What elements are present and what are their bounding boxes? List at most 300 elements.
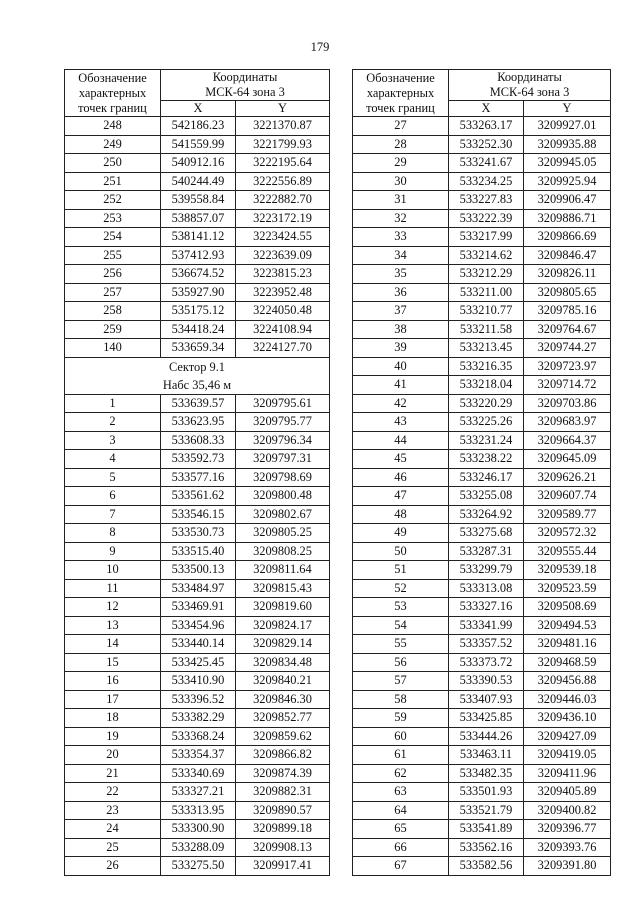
point-id-cell: 25 [65, 838, 161, 857]
table-row [65, 320, 330, 339]
y-coordinate-cell: 3209802.67 [236, 505, 330, 524]
point-id-cell: 40 [353, 357, 449, 376]
point-id-cell: 63 [353, 783, 449, 802]
y-coordinate-cell: 3209393.76 [524, 838, 611, 857]
y-coordinate-cell: 3209908.13 [236, 838, 330, 857]
y-coordinate-cell: 3209664.37 [524, 431, 611, 450]
x-coordinate-cell: 533241.67 [449, 154, 524, 173]
table-row [353, 764, 611, 783]
table-row [65, 394, 330, 413]
y-coordinate-cell: 3209703.86 [524, 394, 611, 413]
table-row [65, 616, 330, 635]
y-coordinate-cell: 3209436.10 [524, 709, 611, 728]
x-coordinate-cell: 533373.72 [449, 653, 524, 672]
point-id-cell: 44 [353, 431, 449, 450]
y-coordinate-cell: 3224050.48 [236, 302, 330, 321]
table-row [353, 857, 611, 876]
y-coordinate-cell: 3209795.61 [236, 394, 330, 413]
x-coordinate-cell: 540912.16 [161, 154, 236, 173]
table-row [353, 394, 611, 413]
y-coordinate-cell: 3209797.31 [236, 450, 330, 469]
table-row [353, 783, 611, 802]
x-coordinate-cell: 533482.35 [449, 764, 524, 783]
x-coordinate-cell: 533211.58 [449, 320, 524, 339]
table-row [65, 505, 330, 524]
table-row [65, 542, 330, 561]
table-row [65, 783, 330, 802]
y-column-header: Y [236, 101, 330, 117]
point-id-cell: 29 [353, 154, 449, 173]
table-row [353, 801, 611, 820]
x-coordinate-cell: 533501.93 [449, 783, 524, 802]
y-coordinate-cell: 3224108.94 [236, 320, 330, 339]
table-row [65, 135, 330, 154]
point-id-cell: 248 [65, 117, 161, 136]
table-row [65, 672, 330, 691]
x-coordinate-cell: 533444.26 [449, 727, 524, 746]
x-coordinate-cell: 535175.12 [161, 302, 236, 321]
x-coordinate-cell: 542186.23 [161, 117, 236, 136]
table-row [65, 246, 330, 265]
point-id-cell: 8 [65, 524, 161, 543]
x-coordinate-cell: 538141.12 [161, 228, 236, 247]
x-coordinate-cell: 533639.57 [161, 394, 236, 413]
table-row [65, 820, 330, 839]
table-row [65, 191, 330, 210]
y-coordinate-cell: 3209805.25 [236, 524, 330, 543]
y-coordinate-cell: 3222882.70 [236, 191, 330, 210]
table-row [65, 209, 330, 228]
x-column-header: X [449, 101, 524, 117]
y-coordinate-cell: 3209411.96 [524, 764, 611, 783]
y-coordinate-cell: 3209945.05 [524, 154, 611, 173]
x-coordinate-cell: 533299.79 [449, 561, 524, 580]
x-coordinate-cell: 533340.69 [161, 764, 236, 783]
table-row [65, 172, 330, 191]
x-coordinate-cell: 533313.95 [161, 801, 236, 820]
table-row [353, 468, 611, 487]
point-id-cell: 6 [65, 487, 161, 506]
y-coordinate-cell: 3209798.69 [236, 468, 330, 487]
y-coordinate-cell: 3209906.47 [524, 191, 611, 210]
x-coordinate-cell: 533623.95 [161, 413, 236, 432]
point-id-cell: 33 [353, 228, 449, 247]
x-coordinate-cell: 541559.99 [161, 135, 236, 154]
point-id-cell: 21 [65, 764, 161, 783]
x-coordinate-cell: 533218.04 [449, 376, 524, 395]
x-coordinate-cell: 533246.17 [449, 468, 524, 487]
x-coordinate-cell: 535927.90 [161, 283, 236, 302]
x-coordinate-cell: 539558.84 [161, 191, 236, 210]
y-coordinate-cell: 3209555.44 [524, 542, 611, 561]
table-row [353, 672, 611, 691]
y-coordinate-cell: 3209419.05 [524, 746, 611, 765]
point-id-cell: 37 [353, 302, 449, 321]
x-coordinate-cell: 533382.29 [161, 709, 236, 728]
table-row [353, 653, 611, 672]
point-id-cell: 46 [353, 468, 449, 487]
coordinates-table-right [352, 69, 611, 876]
x-coordinate-cell: 533521.79 [449, 801, 524, 820]
table-row [353, 413, 611, 432]
y-coordinate-cell: 3209468.59 [524, 653, 611, 672]
y-coordinate-cell: 3209846.47 [524, 246, 611, 265]
table-row [353, 709, 611, 728]
point-id-cell: 35 [353, 265, 449, 284]
y-coordinate-cell: 3209859.62 [236, 727, 330, 746]
table-row [65, 561, 330, 580]
point-id-cell: 50 [353, 542, 449, 561]
point-id-cell: 257 [65, 283, 161, 302]
x-coordinate-cell: 533582.56 [449, 857, 524, 876]
x-coordinate-cell: 533213.45 [449, 339, 524, 358]
sector-row [65, 357, 330, 394]
y-coordinate-cell: 3209523.59 [524, 579, 611, 598]
x-coordinate-cell: 533238.22 [449, 450, 524, 469]
x-coordinate-cell: 533396.52 [161, 690, 236, 709]
x-coordinate-cell: 540244.49 [161, 172, 236, 191]
point-id-cell: 53 [353, 598, 449, 617]
point-id-cell: 39 [353, 339, 449, 358]
point-id-cell: 5 [65, 468, 161, 487]
x-coordinate-cell: 533562.16 [449, 838, 524, 857]
point-id-cell: 65 [353, 820, 449, 839]
point-id-cell: 252 [65, 191, 161, 210]
table-row [65, 228, 330, 247]
y-coordinate-cell: 3209481.16 [524, 635, 611, 654]
point-id-cell: 9 [65, 542, 161, 561]
point-id-cell: 253 [65, 209, 161, 228]
x-coordinate-cell: 533327.21 [161, 783, 236, 802]
point-column-header: Обозначение характерных точек границ [353, 70, 449, 117]
table-row [353, 450, 611, 469]
point-id-cell: 22 [65, 783, 161, 802]
x-coordinate-cell: 533463.11 [449, 746, 524, 765]
point-id-cell: 31 [353, 191, 449, 210]
table-row [353, 524, 611, 543]
x-coordinate-cell: 533216.35 [449, 357, 524, 376]
point-id-cell: 54 [353, 616, 449, 635]
x-coordinate-cell: 533275.68 [449, 524, 524, 543]
y-coordinate-cell: 3209626.21 [524, 468, 611, 487]
point-id-cell: 59 [353, 709, 449, 728]
x-coordinate-cell: 533440.14 [161, 635, 236, 654]
table-row [353, 746, 611, 765]
point-id-cell: 3 [65, 431, 161, 450]
point-id-cell: 30 [353, 172, 449, 191]
y-coordinate-cell: 3209840.21 [236, 672, 330, 691]
table-row [65, 265, 330, 284]
y-coordinate-cell: 3209391.80 [524, 857, 611, 876]
point-id-cell: 12 [65, 598, 161, 617]
table-row [353, 690, 611, 709]
x-coordinate-cell: 537412.93 [161, 246, 236, 265]
y-coordinate-cell: 3222195.64 [236, 154, 330, 173]
point-id-cell: 1 [65, 394, 161, 413]
table-row [353, 431, 611, 450]
point-id-cell: 47 [353, 487, 449, 506]
point-id-cell: 20 [65, 746, 161, 765]
point-id-cell: 16 [65, 672, 161, 691]
table-row [65, 579, 330, 598]
y-coordinate-cell: 3209446.03 [524, 690, 611, 709]
table-header-row [353, 70, 611, 101]
table-row [353, 727, 611, 746]
point-id-cell: 10 [65, 561, 161, 580]
x-coordinate-cell: 533410.90 [161, 672, 236, 691]
point-id-cell: 34 [353, 246, 449, 265]
table-row [353, 135, 611, 154]
point-id-cell: 18 [65, 709, 161, 728]
x-coordinate-cell: 533264.92 [449, 505, 524, 524]
point-id-cell: 11 [65, 579, 161, 598]
coordinates-column-header: Координаты МСК-64 зона 3 [161, 70, 330, 101]
y-coordinate-cell: 3223639.09 [236, 246, 330, 265]
y-coordinate-cell: 3209815.43 [236, 579, 330, 598]
y-coordinate-cell: 3209846.30 [236, 690, 330, 709]
sector-heading [65, 357, 330, 394]
y-coordinate-cell: 3221370.87 [236, 117, 330, 136]
point-id-cell: 19 [65, 727, 161, 746]
x-coordinate-cell: 533608.33 [161, 431, 236, 450]
y-coordinate-cell: 3209882.31 [236, 783, 330, 802]
table-row [65, 302, 330, 321]
y-column-header: Y [524, 101, 611, 117]
x-coordinate-cell: 533561.62 [161, 487, 236, 506]
point-id-cell: 15 [65, 653, 161, 672]
x-coordinate-cell: 533390.53 [449, 672, 524, 691]
table-row [353, 505, 611, 524]
y-coordinate-cell: 3209917.41 [236, 857, 330, 876]
table-row [353, 542, 611, 561]
point-id-cell: 2 [65, 413, 161, 432]
x-coordinate-cell: 533211.00 [449, 283, 524, 302]
table-row [353, 246, 611, 265]
y-coordinate-cell: 3209886.71 [524, 209, 611, 228]
coordinates-table-left [64, 69, 330, 876]
y-coordinate-cell: 3209829.14 [236, 635, 330, 654]
point-id-cell: 249 [65, 135, 161, 154]
point-id-cell: 32 [353, 209, 449, 228]
y-coordinate-cell: 3209824.17 [236, 616, 330, 635]
x-coordinate-cell: 533263.17 [449, 117, 524, 136]
y-coordinate-cell: 3209852.77 [236, 709, 330, 728]
table-row [353, 283, 611, 302]
point-id-cell: 254 [65, 228, 161, 247]
table-row [353, 265, 611, 284]
table-row [65, 746, 330, 765]
y-coordinate-cell: 3209589.77 [524, 505, 611, 524]
point-id-cell: 56 [353, 653, 449, 672]
y-coordinate-cell: 3209890.57 [236, 801, 330, 820]
x-coordinate-cell: 533546.15 [161, 505, 236, 524]
x-coordinate-cell: 533425.85 [449, 709, 524, 728]
table-row [65, 690, 330, 709]
y-coordinate-cell: 3223815.23 [236, 265, 330, 284]
x-coordinate-cell: 533530.73 [161, 524, 236, 543]
point-id-cell: 255 [65, 246, 161, 265]
table-row [65, 764, 330, 783]
y-coordinate-cell: 3209396.77 [524, 820, 611, 839]
table-row [353, 154, 611, 173]
x-coordinate-cell: 533225.26 [449, 413, 524, 432]
point-id-cell: 17 [65, 690, 161, 709]
table-row [353, 820, 611, 839]
table-row [65, 524, 330, 543]
x-coordinate-cell: 533327.16 [449, 598, 524, 617]
table-row [65, 801, 330, 820]
table-row [65, 709, 330, 728]
x-coordinate-cell: 534418.24 [161, 320, 236, 339]
table-row [353, 339, 611, 358]
point-id-cell: 58 [353, 690, 449, 709]
x-coordinate-cell: 533454.96 [161, 616, 236, 635]
table-row [65, 431, 330, 450]
y-coordinate-cell: 3209874.39 [236, 764, 330, 783]
point-id-cell: 140 [65, 339, 161, 358]
x-column-header: X [161, 101, 236, 117]
table-row [353, 228, 611, 247]
table-row [353, 191, 611, 210]
y-coordinate-cell: 3209607.74 [524, 487, 611, 506]
x-coordinate-cell: 533222.39 [449, 209, 524, 228]
table-row [65, 154, 330, 173]
x-coordinate-cell: 533231.24 [449, 431, 524, 450]
point-id-cell: 62 [353, 764, 449, 783]
sector-subtitle: Набс 35,46 м [162, 377, 232, 392]
point-id-cell: 60 [353, 727, 449, 746]
y-coordinate-cell: 3209925.94 [524, 172, 611, 191]
point-id-cell: 259 [65, 320, 161, 339]
x-coordinate-cell: 533357.52 [449, 635, 524, 654]
point-id-cell: 42 [353, 394, 449, 413]
table-row [353, 376, 611, 395]
table-row [353, 487, 611, 506]
x-coordinate-cell: 533217.99 [449, 228, 524, 247]
table-row [353, 302, 611, 321]
point-id-cell: 52 [353, 579, 449, 598]
x-coordinate-cell: 533541.89 [449, 820, 524, 839]
x-coordinate-cell: 538857.07 [161, 209, 236, 228]
table-row [353, 561, 611, 580]
x-coordinate-cell: 533407.93 [449, 690, 524, 709]
table-row [353, 598, 611, 617]
coordinates-column-header: Координаты МСК-64 зона 3 [449, 70, 611, 101]
x-coordinate-cell: 533313.08 [449, 579, 524, 598]
x-coordinate-cell: 533484.97 [161, 579, 236, 598]
point-id-cell: 250 [65, 154, 161, 173]
table-row [353, 172, 611, 191]
y-coordinate-cell: 3209800.48 [236, 487, 330, 506]
x-coordinate-cell: 533220.29 [449, 394, 524, 413]
point-id-cell: 36 [353, 283, 449, 302]
point-id-cell: 4 [65, 450, 161, 469]
x-coordinate-cell: 533227.83 [449, 191, 524, 210]
point-id-cell: 55 [353, 635, 449, 654]
point-id-cell: 61 [353, 746, 449, 765]
x-coordinate-cell: 533469.91 [161, 598, 236, 617]
table-row [65, 450, 330, 469]
y-coordinate-cell: 3209427.09 [524, 727, 611, 746]
y-coordinate-cell: 3209866.69 [524, 228, 611, 247]
table-row [353, 579, 611, 598]
y-coordinate-cell: 3209683.97 [524, 413, 611, 432]
point-id-cell: 256 [65, 265, 161, 284]
table-row [353, 616, 611, 635]
x-coordinate-cell: 533214.62 [449, 246, 524, 265]
y-coordinate-cell: 3224127.70 [236, 339, 330, 358]
x-coordinate-cell: 533577.16 [161, 468, 236, 487]
x-coordinate-cell: 533300.90 [161, 820, 236, 839]
table-row [353, 209, 611, 228]
point-id-cell: 13 [65, 616, 161, 635]
point-id-cell: 43 [353, 413, 449, 432]
y-coordinate-cell: 3209400.82 [524, 801, 611, 820]
y-coordinate-cell: 3209539.18 [524, 561, 611, 580]
point-id-cell: 67 [353, 857, 449, 876]
x-coordinate-cell: 533500.13 [161, 561, 236, 580]
y-coordinate-cell: 3209819.60 [236, 598, 330, 617]
y-coordinate-cell: 3209899.18 [236, 820, 330, 839]
sector-title: Сектор 9.1 [169, 359, 225, 374]
table-row [65, 487, 330, 506]
table-row [65, 838, 330, 857]
y-coordinate-cell: 3209645.09 [524, 450, 611, 469]
y-coordinate-cell: 3209456.88 [524, 672, 611, 691]
x-coordinate-cell: 533212.29 [449, 265, 524, 284]
x-coordinate-cell: 533659.34 [161, 339, 236, 358]
table-row [65, 468, 330, 487]
y-coordinate-cell: 3209764.67 [524, 320, 611, 339]
y-coordinate-cell: 3223952.48 [236, 283, 330, 302]
x-coordinate-cell: 533234.25 [449, 172, 524, 191]
point-id-cell: 26 [65, 857, 161, 876]
point-id-cell: 38 [353, 320, 449, 339]
table-row [65, 598, 330, 617]
x-coordinate-cell: 533368.24 [161, 727, 236, 746]
point-id-cell: 64 [353, 801, 449, 820]
x-coordinate-cell: 533287.31 [449, 542, 524, 561]
x-coordinate-cell: 533210.77 [449, 302, 524, 321]
point-id-cell: 41 [353, 376, 449, 395]
x-coordinate-cell: 533354.37 [161, 746, 236, 765]
point-id-cell: 27 [353, 117, 449, 136]
x-coordinate-cell: 533341.99 [449, 616, 524, 635]
point-id-cell: 7 [65, 505, 161, 524]
y-coordinate-cell: 3209796.34 [236, 431, 330, 450]
table-row [353, 117, 611, 136]
y-coordinate-cell: 3209826.11 [524, 265, 611, 284]
y-coordinate-cell: 3209572.32 [524, 524, 611, 543]
point-id-cell: 28 [353, 135, 449, 154]
x-coordinate-cell: 533275.50 [161, 857, 236, 876]
y-coordinate-cell: 3209494.53 [524, 616, 611, 635]
y-coordinate-cell: 3209834.48 [236, 653, 330, 672]
point-id-cell: 49 [353, 524, 449, 543]
x-coordinate-cell: 533425.45 [161, 653, 236, 672]
y-coordinate-cell: 3209935.88 [524, 135, 611, 154]
table-row [65, 653, 330, 672]
table-row [353, 635, 611, 654]
point-id-cell: 14 [65, 635, 161, 654]
y-coordinate-cell: 3222556.89 [236, 172, 330, 191]
x-coordinate-cell: 533515.40 [161, 542, 236, 561]
point-column-header: Обозначение характерных точек границ [65, 70, 161, 117]
y-coordinate-cell: 3223172.19 [236, 209, 330, 228]
point-id-cell: 258 [65, 302, 161, 321]
point-id-cell: 66 [353, 838, 449, 857]
y-coordinate-cell: 3209508.69 [524, 598, 611, 617]
